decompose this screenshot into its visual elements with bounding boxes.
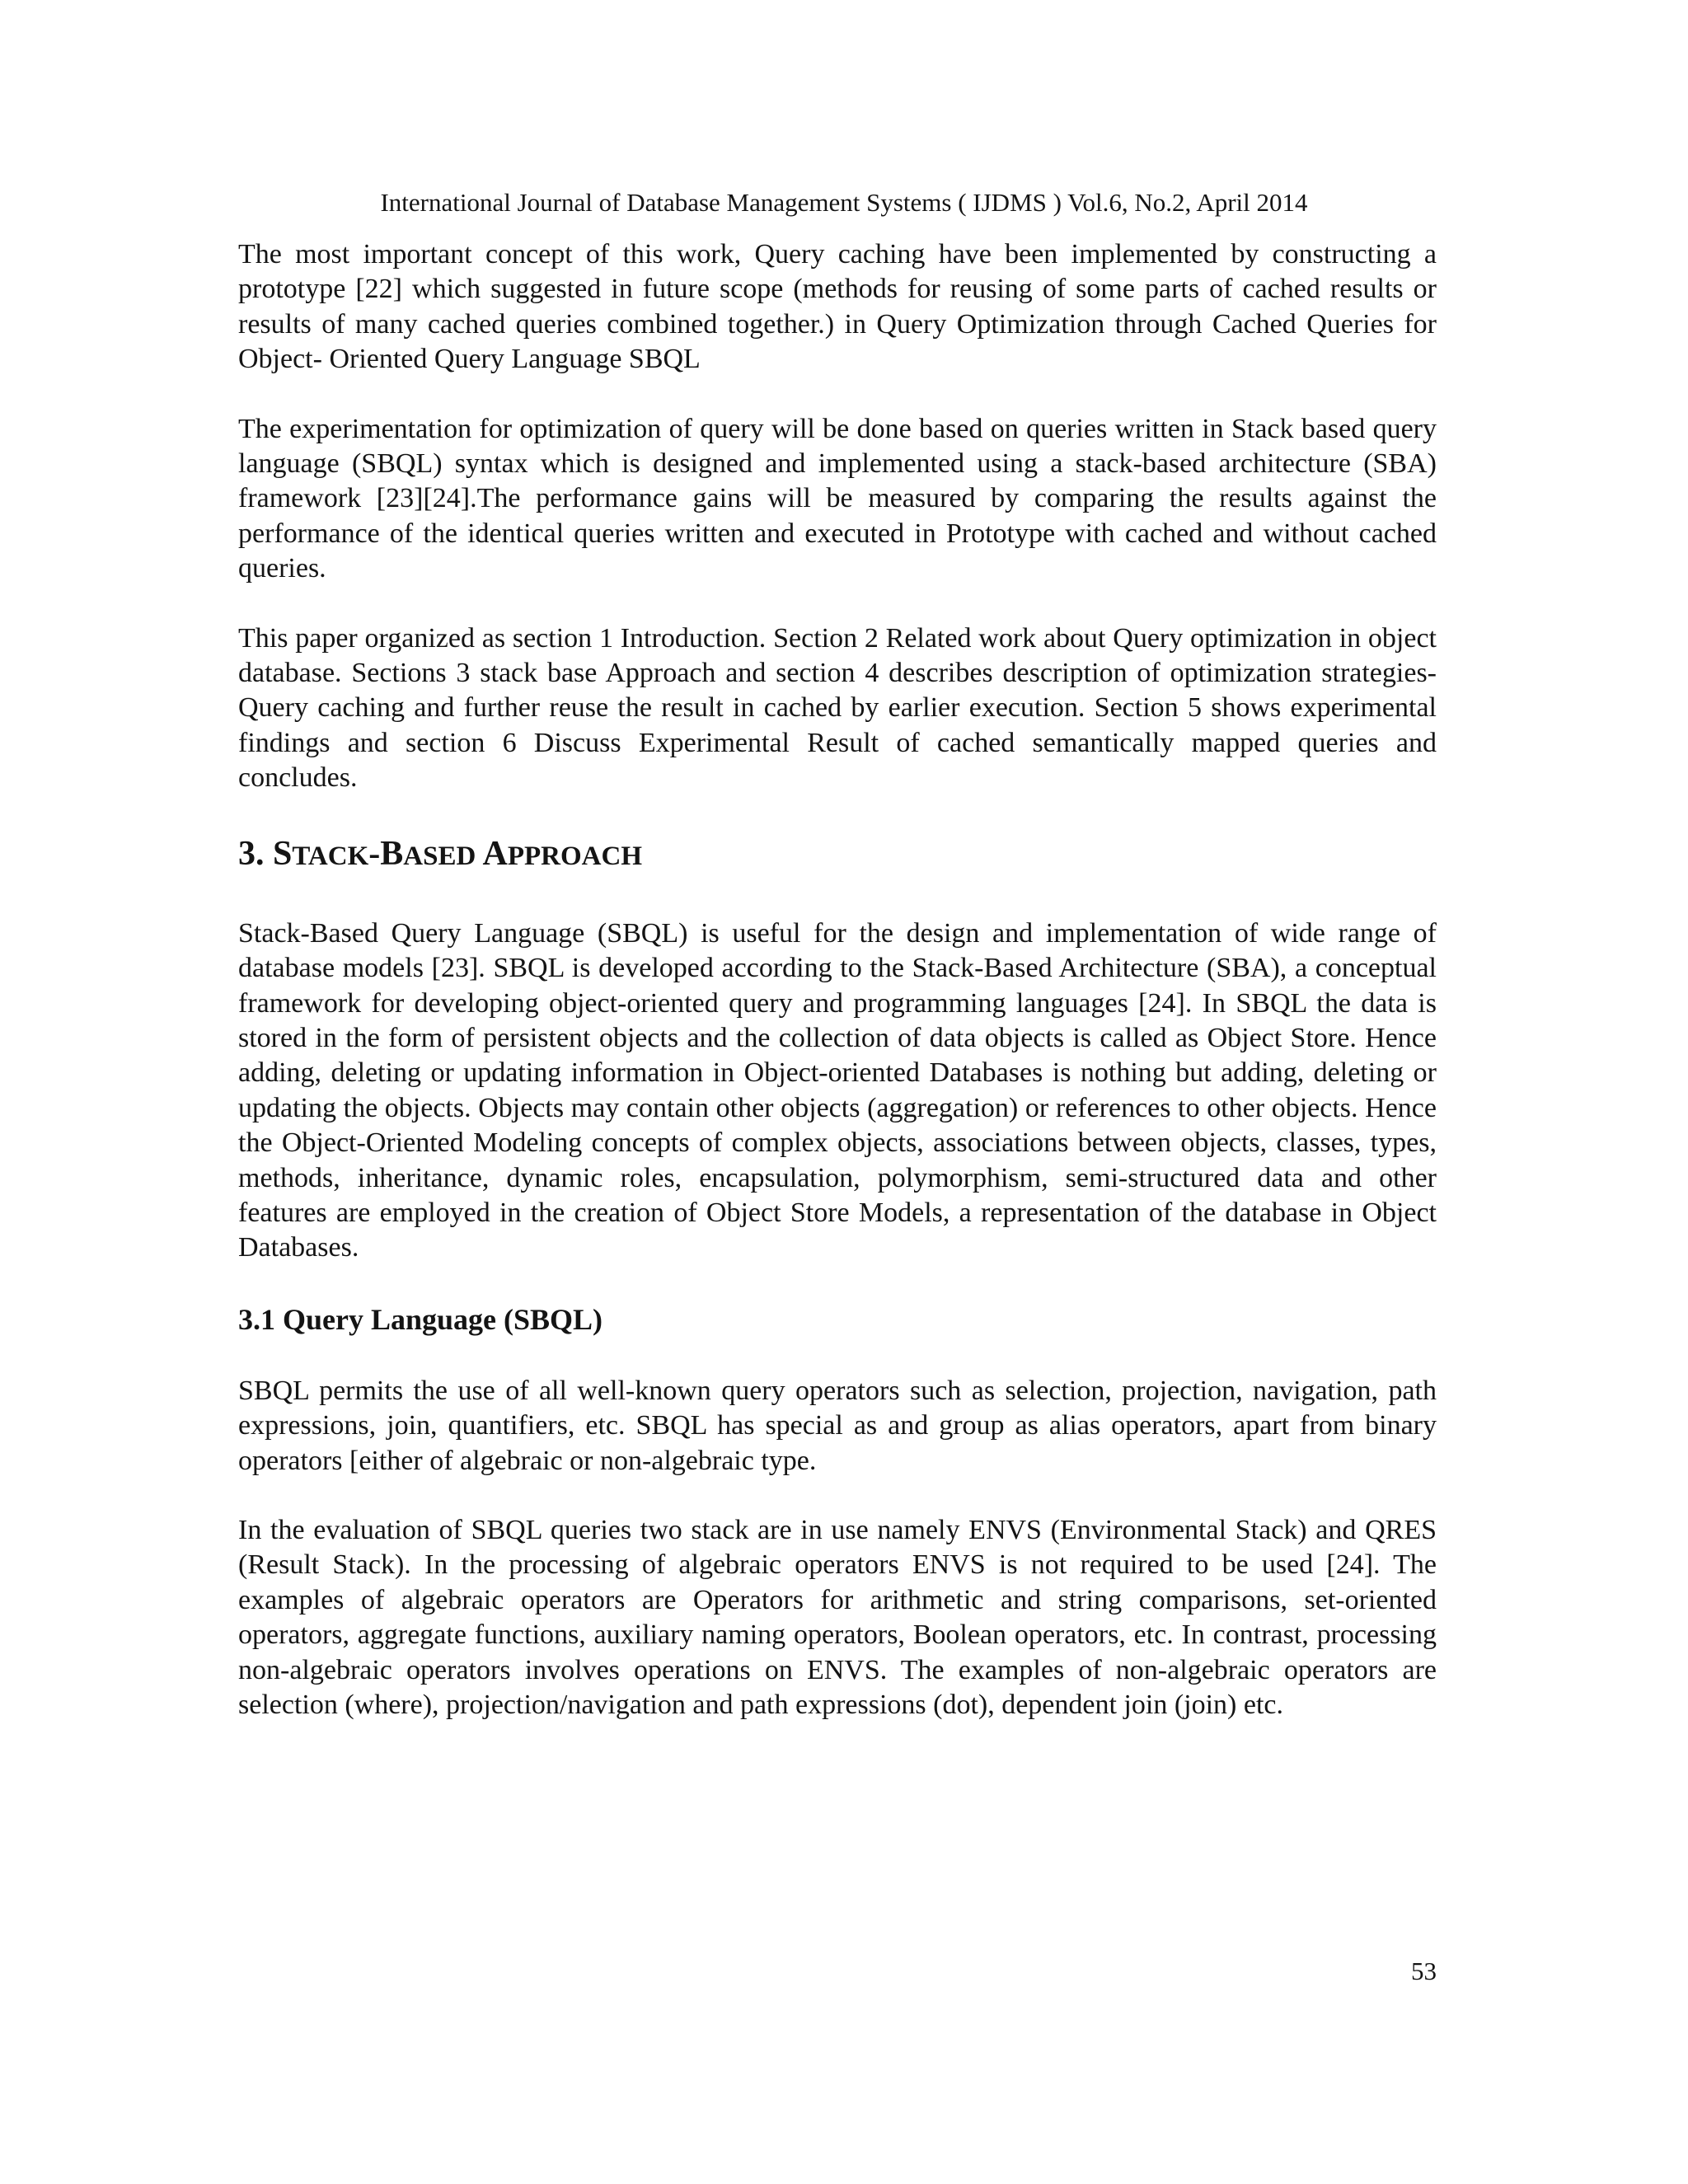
- intro-paragraph-3: This paper organized as section 1 Introduction. Section 2 Related work about Query optimization in object database. Sections 3 stack base Approach and section 4 describes description of optimization strategies-Query caching and further reuse the result in cached by earlier execution. Section 5 shows experimental findings and section 6 Discuss Experimental Result of cached semantically mapped queries and concludes.: [238, 622, 1437, 794]
- section-3-1-paragraph-2: In the evaluation of SBQL queries two stack are in use namely ENVS (Environmental Stack) and QRES (Result Stack). In the processing of algebraic operators ENVS is not required to be used [24]. The examples of algebraic operators are Operators for arithmetic and string comparisons, set-oriented operators, aggregate functions, auxiliary naming operators, Boolean operators, etc. In contrast, processing non-algebraic operators involves operations on ENVS. The examples of non-algebraic operators are selection (where), projection/navigation and path expressions (dot), dependent join (join) etc.: [238, 1514, 1437, 1720]
- intro-paragraph-1: The most important concept of this work, Query caching have been implemented by constructing a prototype [22] which suggested in future scope (methods for reusing of some parts of cached results or results of many cached queries combined together.) in Query Optimization through Cached Queries for Object- Oriented Query Language SBQL: [238, 239, 1437, 375]
- section-gap: [238, 1266, 1437, 1301]
- heading-initial: A: [482, 834, 508, 873]
- heading-initial: B: [380, 834, 404, 873]
- section-3-heading: [238, 834, 1437, 876]
- section-3-paragraph-1: Stack-Based Query Language (SBQL) is useful for the design and implementation of wide range of database models [23]. SBQL is developed according to the Stack-Based Architecture (SBA), a conceptual framework for developing object-oriented query and programming languages [24]. In SBQL the data is stored in the form of persistent objects and the collection of data objects is called as Object Store. Hence adding, deleting or updating information in Object-oriented Databases is nothing but adding, deleting or updating the objects. Objects may contain other objects (aggregation) or references to other objects. Hence the Object-Oriented Modeling concepts of complex objects, associations between objects, classes, types, methods, inheritance, dynamic roles, encapsulation, polymorphism, semi-structured data and other features are employed in the creation of Object Store Models, a representation of the database in Object Databases.: [238, 917, 1437, 1263]
- body-content: [238, 237, 1437, 1722]
- running-header: International Journal of Database Management Systems ( IJDMS ) Vol.6, No.2, April 2014: [380, 188, 1308, 217]
- heading-small-caps: TACK: [292, 841, 369, 871]
- section-gap: [238, 876, 1437, 916]
- heading-small-caps: PPROACH: [507, 841, 642, 871]
- paragraph-gap: [238, 1479, 1437, 1513]
- paragraph-gap: [238, 377, 1437, 412]
- section-3-1-paragraph-1: SBQL permits the use of all well-known query operators such as selection, projection, navigation, path expressions, join, quantifiers, etc. SBQL has special as and group as alias operators, apart from binary operators [either of algebraic or non-algebraic type.: [238, 1375, 1437, 1476]
- page-number: 53: [1411, 1957, 1437, 1985]
- heading-small-caps: ASED: [403, 841, 476, 871]
- intro-paragraph-2: The experimentation for optimization of query will be done based on queries written in Stack based query language (SBQL) syntax which is designed and implemented using a stack-based architecture (SBA) framework [23][24].The performance gains will be measured by comparing the results against the performance of the identical queries written and executed in Prototype with cached and without cached queries.: [238, 413, 1437, 584]
- section-gap: [238, 796, 1437, 834]
- heading-hyphen: -: [368, 834, 381, 873]
- section-gap: [238, 1338, 1437, 1374]
- paragraph-gap: [238, 587, 1437, 621]
- section-number: 3.: [238, 834, 265, 873]
- heading-initial: S: [273, 834, 293, 873]
- section-3-1-heading: 3.1 Query Language (SBQL): [238, 1302, 603, 1336]
